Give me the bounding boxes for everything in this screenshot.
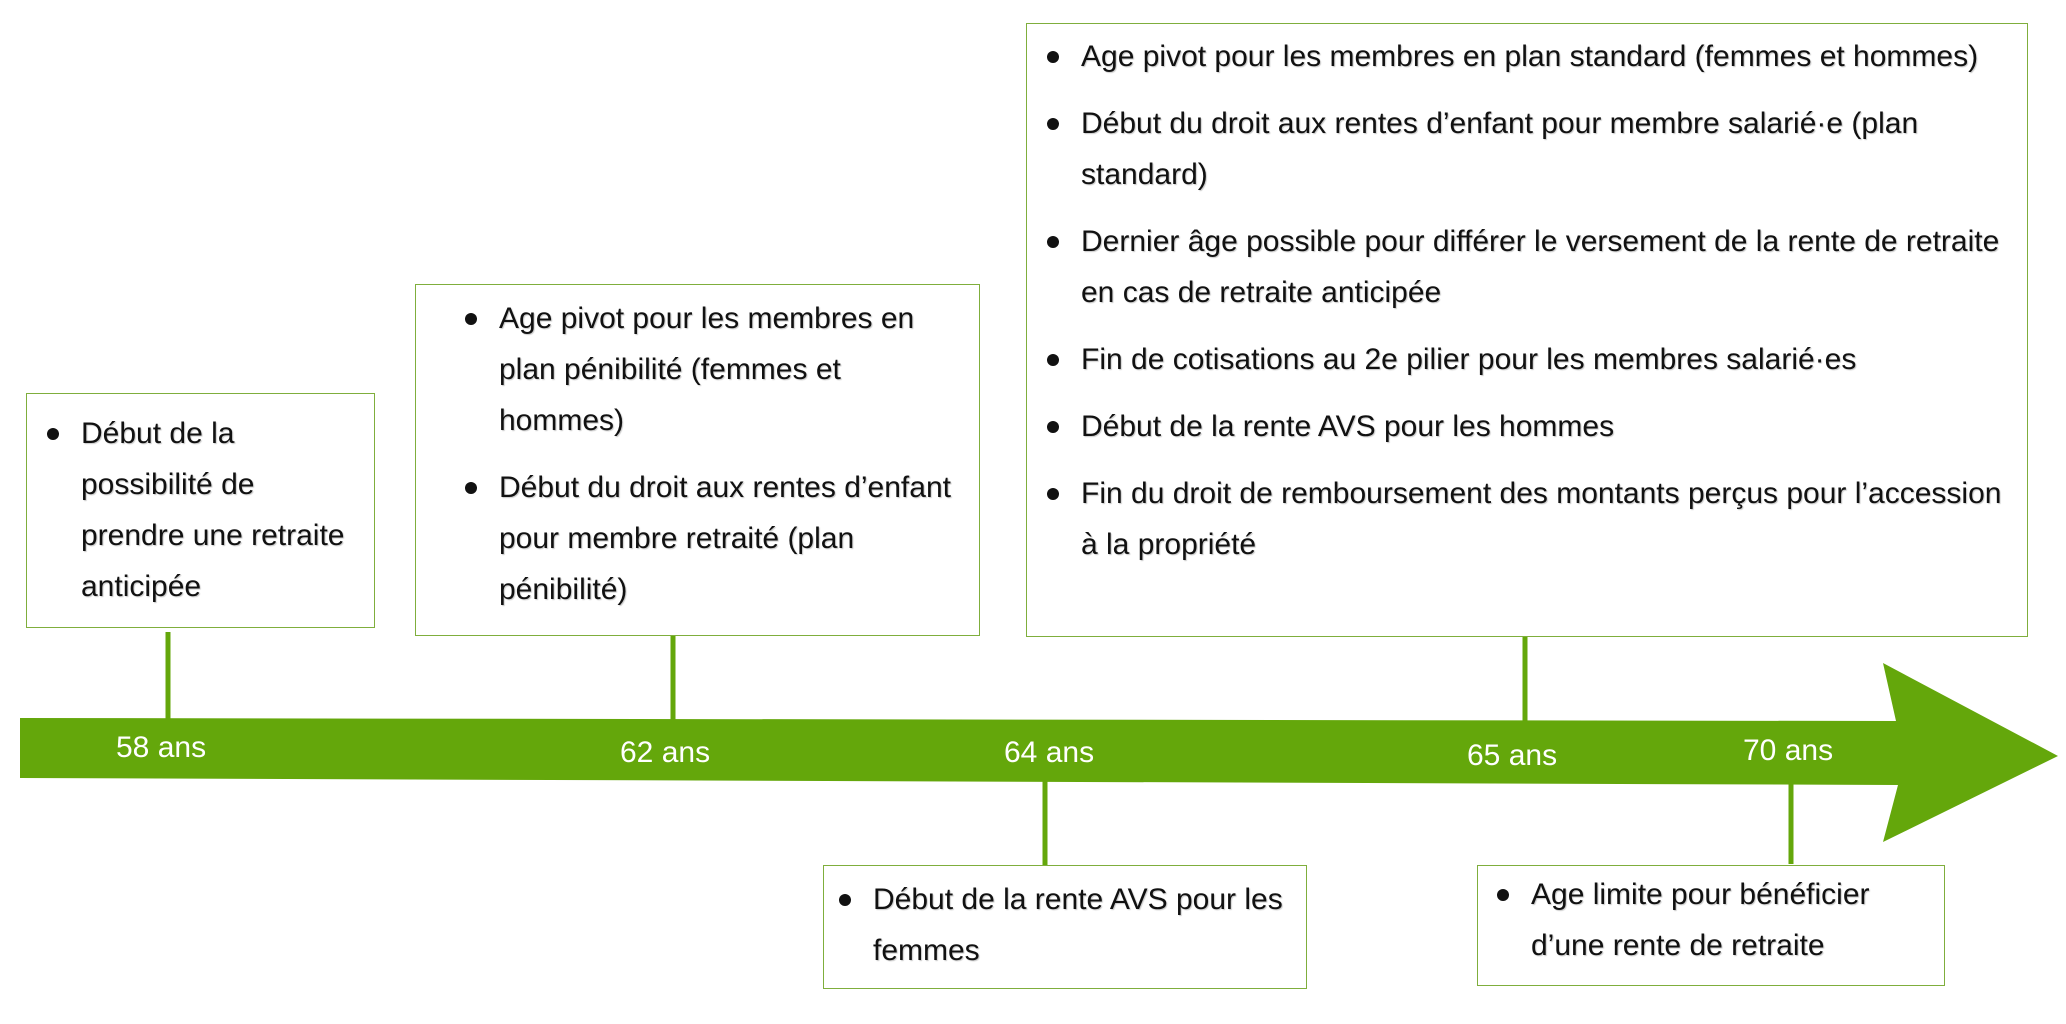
list-item: Début du droit aux rentes d’enfant pour membre retraité (plan pénibilité) (499, 462, 965, 615)
milestone-box-62 (415, 284, 980, 636)
milestone-box-58 (26, 393, 375, 628)
age-label-58: 58 ans (116, 731, 207, 764)
milestone-list-64 (824, 866, 1306, 976)
milestone-list-62 (416, 285, 979, 615)
age-label-65: 65 ans (1467, 739, 1558, 772)
list-item: Age limite pour bénéficier d’une rente de retraite (1531, 869, 1934, 971)
milestone-box-65 (1026, 23, 2028, 637)
list-item: Début du droit aux rentes d’enfant pour membre salarié·e (plan standard) (1081, 98, 2007, 200)
age-label-70: 70 ans (1743, 734, 1834, 767)
list-item: Début de la possibilité de prendre une retraite anticipée (81, 408, 364, 612)
list-item: Fin du droit de remboursement des montants perçus pour l’accession à la propriété (1081, 468, 2007, 570)
list-item: Age pivot pour les membres en plan standard (femmes et hommes) (1081, 31, 2007, 82)
list-item: Début de la rente AVS pour les femmes (873, 874, 1296, 976)
list-item: Fin de cotisations au 2e pilier pour les membres salarié·es (1081, 334, 2007, 385)
milestone-box-64 (823, 865, 1307, 989)
list-item: Age pivot pour les membres en plan pénibilité (femmes et hommes) (499, 293, 965, 446)
age-label-64: 64 ans (1004, 736, 1095, 769)
list-item: Début de la rente AVS pour les hommes (1081, 401, 2007, 452)
list-item: Dernier âge possible pour différer le versement de la rente de retraite en cas de retraite anticipée (1081, 216, 2007, 318)
milestone-list-70 (1478, 866, 1944, 971)
age-label-62: 62 ans (620, 736, 711, 769)
milestone-box-70 (1477, 865, 1945, 986)
milestone-list-65 (1027, 24, 2027, 570)
milestone-list-58 (27, 394, 374, 612)
